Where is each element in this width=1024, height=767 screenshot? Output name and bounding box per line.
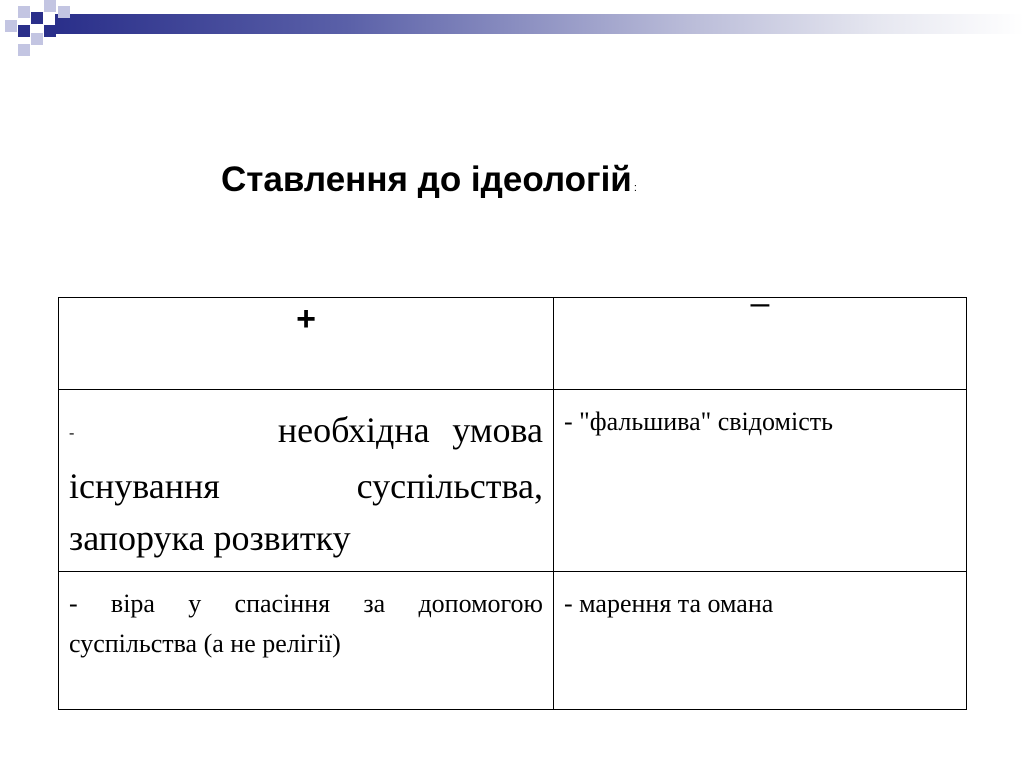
slide-title (221, 160, 637, 200)
cell-negative-text: - марення та омана (564, 589, 774, 618)
minus-sign: – (750, 284, 770, 322)
cell-negative-text: - "фальшива" свідомість (564, 407, 833, 436)
header-cell-negative (554, 284, 967, 390)
slide-decoration (0, 0, 1024, 60)
plus-sign: + (296, 300, 316, 338)
deco-square (18, 25, 30, 37)
cell-positive-text: - віра у спасіння за допомогою суспільства (а не релігії) (69, 589, 543, 658)
slide-title-suffix: : (633, 182, 637, 194)
cell-negative (554, 390, 967, 572)
deco-square (31, 12, 43, 24)
cell-negative (554, 572, 967, 710)
cell-text (59, 390, 553, 564)
cell-positive (59, 390, 554, 572)
cell-positive (59, 572, 554, 710)
deco-square (44, 25, 56, 37)
deco-square (31, 33, 43, 45)
list-dash: - (69, 424, 75, 442)
header-gradient-bar (55, 14, 1024, 34)
ideology-table (58, 284, 967, 710)
deco-square (18, 6, 30, 18)
header-cell-positive (59, 298, 554, 390)
slide-title-text: Ставлення до ідеологій (221, 160, 632, 199)
deco-square (58, 6, 70, 18)
deco-square (44, 0, 56, 12)
cell-positive-text: необхідна умова існування суспільства, запорука розвитку (69, 410, 543, 558)
table-row (59, 572, 967, 710)
deco-square (18, 44, 30, 56)
table-header-row (59, 298, 967, 390)
deco-square (5, 20, 17, 32)
table-row (59, 390, 967, 572)
